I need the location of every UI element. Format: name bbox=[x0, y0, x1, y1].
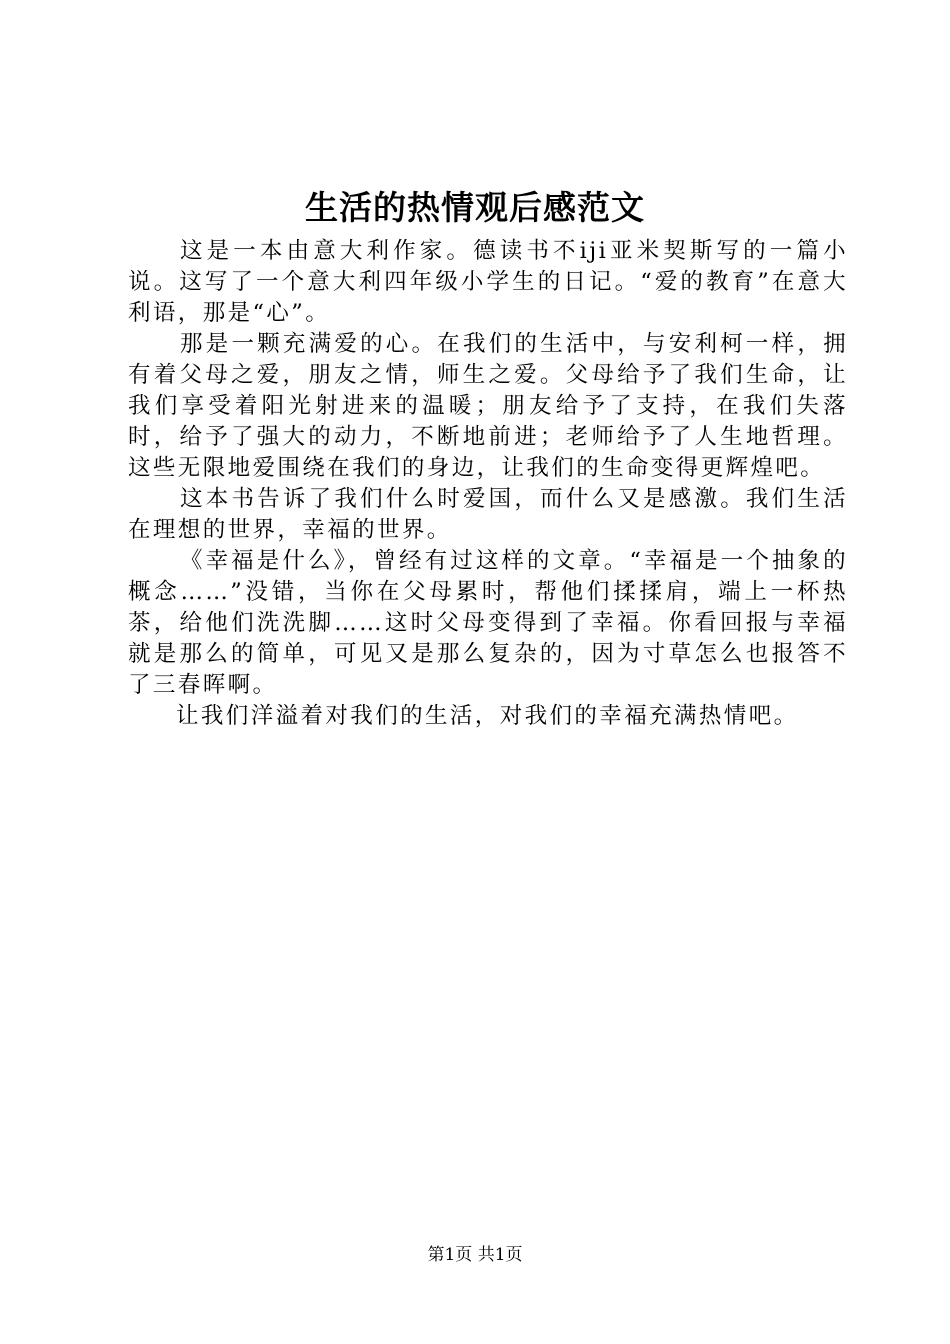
paragraph-2: 那是一颗充满爱的心。在我们的生活中，与安利柯一样，拥有着父母之爱，朋友之情，师生之爱。父母给予了我们生命，让我们享受着阳光射进来的温暖；朋友给予了支持，在我们失落时，给予了强大的动力，不断地前进；老师给予了人生地哲理。这些无限地爱围绕在我们的身边，让我们的生命变得更辉煌吧。 bbox=[128, 331, 848, 481]
paragraph-1: 这是一本由意大利作家。德读书不iji亚米契斯写的一篇小说。这写了一个意大利四年级小学生的日记。“爱的教育”在意大利语，那是“心”。 bbox=[128, 238, 848, 326]
paragraph-4: 《幸福是什么》，曾经有过这样的文章。“幸福是一个抽象的概念……”没错，当你在父母累时，帮他们揉揉肩，端上一杯热茶，给他们洗洗脚……这时父母变得到了幸福。你看回报与幸福就是那么的简单，可见又是那么复杂的，因为寸草怎么也报答不了三春晖啊。 bbox=[128, 548, 848, 698]
paragraph-3: 这本书告诉了我们什么时爱国，而什么又是感激。我们生活在理想的世界，幸福的世界。 bbox=[128, 486, 848, 543]
document-body bbox=[128, 236, 848, 732]
document-title: 生活的热情观后感范文 bbox=[305, 188, 645, 227]
paragraph-5: 让我们洋溢着对我们的生活，对我们的幸福充满热情吧。 bbox=[176, 703, 799, 729]
page-footer: 第1页 共1页 bbox=[427, 1245, 523, 1265]
